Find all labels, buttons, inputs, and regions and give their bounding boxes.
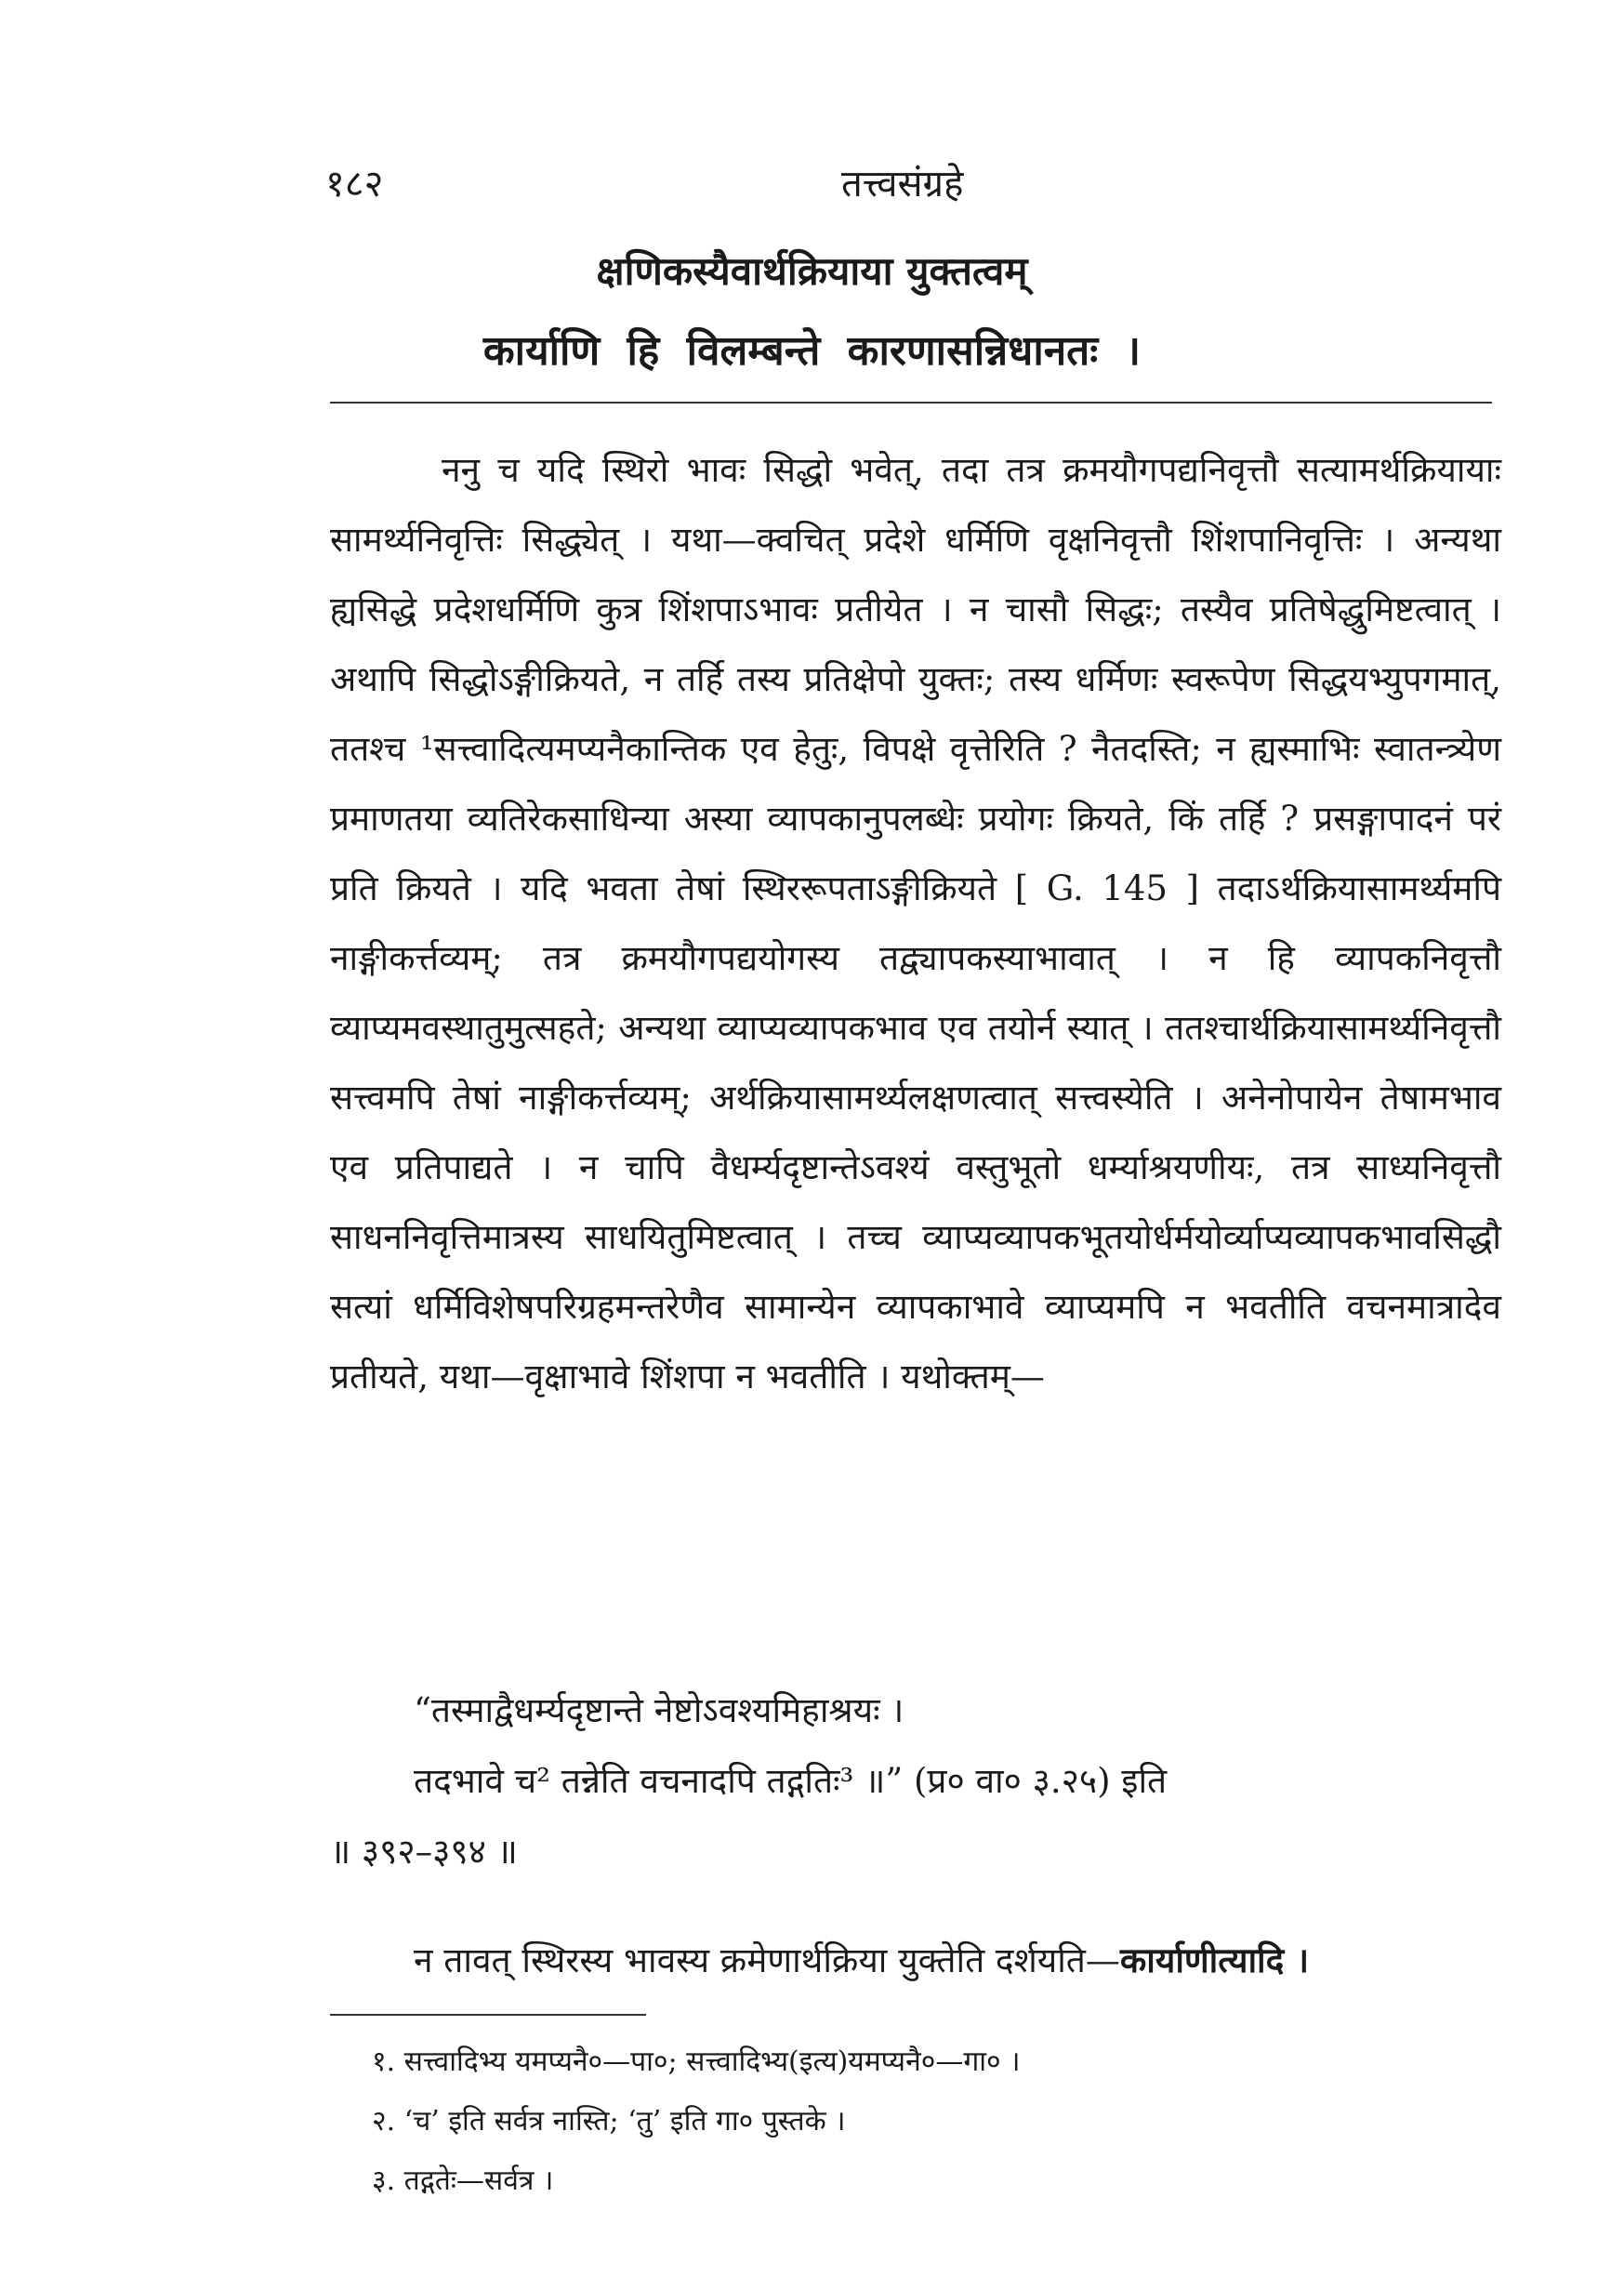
verse-line: कार्याणि हि विलम्बन्ते कारणासन्निधानतः ।	[482, 327, 1142, 375]
quotation-block	[330, 1675, 1501, 1887]
commentary-intro-text: न तावत् स्थिरस्य भावस्य क्रमेणार्थक्रिया युक्तेति दर्शयति—	[414, 1940, 1120, 1980]
quote-line-1: “तस्माद्वैधर्म्यदृष्टान्ते नेष्टोऽवश्यमिहाश्रयः ।	[414, 1690, 904, 1730]
footnote-rule	[330, 2014, 646, 2016]
footnote-1: १. सत्त्वादिभ्य यमप्यनै०—पा०; सत्त्वादिभ्य(इत्य)यमप्यनै०—गा० ।	[372, 2045, 1021, 2078]
verse-numbers: ॥ ३९२–३९४ ॥	[330, 1832, 518, 1872]
page-header	[325, 156, 1515, 221]
commentary-intro-emphasis: कार्याणीत्यादि ।	[1119, 1939, 1310, 1980]
commentary-paragraph: ननु च यदि स्थिरो भावः सिद्धो भवेत्, तदा तत्र क्रमयौगपद्यनिवृत्तौ सत्यामर्थक्रियायाः सामर्थ्यनिवृत्तिः सिद्ध्येत् । यथा—क्वचित् प्रदेशे धर्मिणि वृक्षनिवृत्तौ शिंशपानिवृत्तिः । अन्यथा ह्यसिद्धे प्रदेशधर्मिणि कुत्र शिंशपाऽभावः प्रतीयेत । न चासौ सिद्धः; तस्यैव प्रतिषेद्धुमिष्टत्वात् । अथापि सिद्धोऽङ्गीक्रियते, न तर्हि तस्य प्रतिक्षेपो युक्तः; तस्य धर्मिणः स्वरूपेण सिद्धयभ्युपगमात्, ततश्च ¹सत्त्वादित्यमप्यनैकान्तिक एव हेतुः, विपक्षे वृत्तेरिति ? नैतदस्ति; न ह्यस्माभिः स्वातन्त्र्येण प्रमाणतया व्यतिरेकसाधिन्या अस्या व्यापकानुपलब्धेः प्रयोगः क्रियते, किं तर्हि ? प्रसङ्गापादनं परं प्रति क्रियते । यदि भवता तेषां स्थिररूपताऽङ्गीक्रियते [ G. 145 ] तदाऽर्थक्रियासामर्थ्यमपि नाङ्गीकर्त्तव्यम्; तत्र क्रमयौगपद्ययोगस्य तद्व्यापकस्याभावात् । न हि व्यापकनिवृत्तौ व्याप्यमवस्थातुमुत्सहते; अन्यथा व्याप्यव्यापकभाव एव तयोर्न स्यात् । ततश्चार्थक्रियासामर्थ्यनिवृत्तौ सत्त्वमपि तेषां नाङ्गीकर्त्तव्यम्; अर्थक्रियासामर्थ्यलक्षणत्वात् सत्त्वस्येति । अनेनोपायेन तेषामभाव एव प्रतिपाद्यते । न चापि वैधर्म्यदृष्टान्तेऽवश्यं वस्तुभूतो धर्म्याश्रयणीयः, तत्र साध्यनिवृत्तौ साधननिवृत्तिमात्रस्य साधयितुमिष्टत्वात् । तच्च व्याप्यव्यापकभूतयोर्धर्मयोर्व्याप्यव्यापकभावसिद्धौ सत्यां धर्मिविशेषपरिग्रहमन्तरेणैव सामान्येन व्यापकाभावे व्याप्यमपि न भवतीति वचनमात्रादेव प्रतीयते, यथा—वृक्षाभावे शिंशपा न भवतीति । यथोक्तम्—	[330, 450, 1501, 1397]
quote-line-2: तदभावे च² तन्नेति वचनादपि तद्गतिः³ ॥” (प्र० वा० ३.२५) इति	[414, 1761, 1168, 1801]
section-heading: क्षणिकस्यैवार्थक्रियाया युक्तत्वम्	[596, 248, 1028, 294]
footnote-3: ३. तद्गतेः—सर्वत्र ।	[372, 2164, 554, 2197]
commentary-intro	[330, 1927, 1501, 1993]
footnotes	[372, 2032, 1487, 2211]
page-number: १८२	[325, 163, 384, 205]
footnote-2: २. ‘च’ इति सर्वत्र नास्ति; ‘तु’ इति गा० पुस्तके ।	[372, 2105, 846, 2138]
header-rule	[330, 402, 1492, 404]
running-title: तत्त्वसंग्रहे	[841, 163, 964, 205]
